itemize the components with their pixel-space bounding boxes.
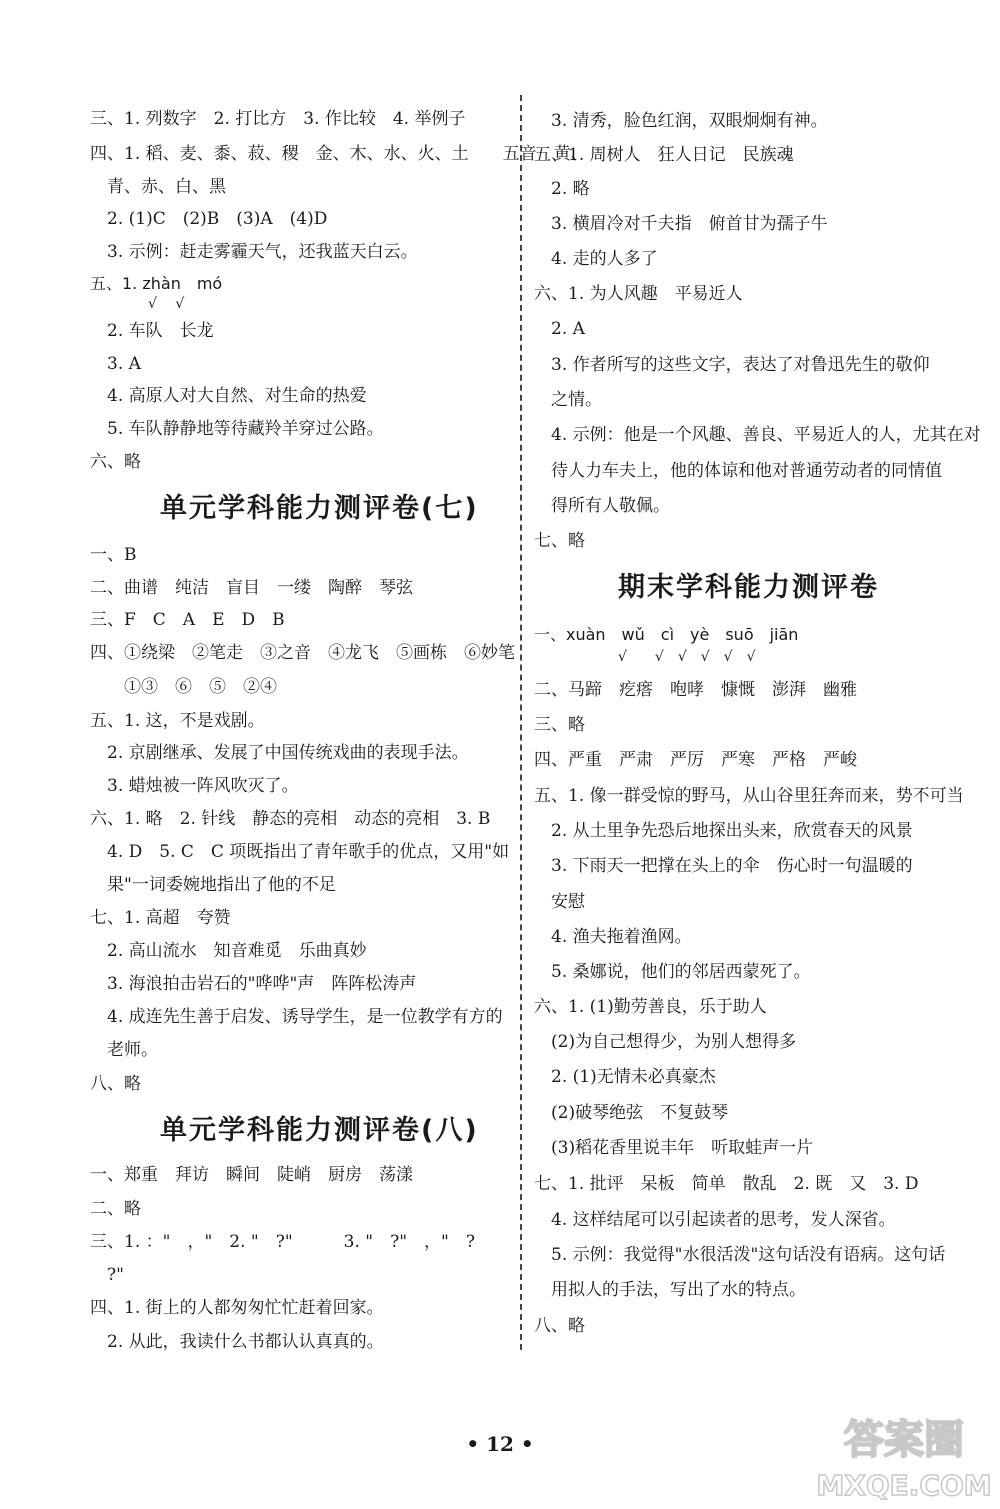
answer-line: 3. 横眉冷对千夫指 俯首甘为孺子牛 <box>534 214 828 234</box>
answer-line: 二、马蹄 疙瘩 咆哮 慷慨 澎湃 幽雅 <box>534 680 857 700</box>
answer-line: 3. 下雨天一把撑在头上的伞 伤心时一句温暖的 <box>534 856 913 876</box>
answer-line: 八、略 <box>90 1074 141 1094</box>
answer-line: 一、xuàn wǔ cì yè suō jiān <box>534 625 799 644</box>
answer-line: 3. 示例：赶走雾霾天气，还我蓝天白云。 <box>90 242 418 262</box>
answer-line: 五、1. 周树人 狂人日记 民族魂 <box>534 145 794 165</box>
answer-line: 四、①绕梁 ②笔走 ③之音 ④龙飞 ⑤画栋 ⑥妙笔 <box>90 643 515 663</box>
answer-line: 3. 海浪拍击岩石的"哗哗"声 阵阵松涛声 <box>90 974 417 994</box>
answer-line: 3. A <box>90 354 141 374</box>
section-title: 期末学科能力测评卷 <box>618 572 879 603</box>
answer-line: 果"一词委婉地指出了他的不足 <box>90 875 336 895</box>
answer-line: 3. 清秀，脸色红润，双眼炯炯有神。 <box>534 111 828 131</box>
answer-line: (3)稻花香里说丰年 听取蛙声一片 <box>534 1138 814 1158</box>
section-title: 单元学科能力测评卷(七) <box>160 493 479 524</box>
answer-line: 四、1. 稻、麦、黍、菽、稷 金、木、水、火、土 五音 黄、 <box>90 144 588 164</box>
answer-line: ①③ ⑥ ⑤ ②④ <box>90 677 277 697</box>
answer-line: 二、略 <box>90 1199 141 1219</box>
answer-line: 六、1. 为人风趣 平易近人 <box>534 284 743 304</box>
answer-line: 五、1. zhàn mó <box>90 274 223 293</box>
answer-line: 三、1. ：" ，" 2. " ?" 3. " ?" ，" ? <box>90 1232 475 1252</box>
answer-line: 5. 桑娜说，他们的邻居西蒙死了。 <box>534 962 811 982</box>
answer-line: 一、郑重 拜访 瞬间 陡峭 厨房 荡漾 <box>90 1165 413 1185</box>
answer-line: 四、1. 街上的人都匆匆忙忙赶着回家。 <box>90 1298 384 1318</box>
answer-line: 青、赤、白、黑 <box>90 177 226 197</box>
svg-text:MXQE.COM: MXQE.COM <box>816 1469 992 1502</box>
answer-line: 五、1. 像一群受惊的野马，从山谷里狂奔而来，势不可当 <box>534 786 964 806</box>
answer-line: 五、1. 这，不是戏剧。 <box>90 711 265 731</box>
page-number: • 12 • <box>466 1432 534 1456</box>
answer-line: 三、1. 列数字 2. 打比方 3. 作比较 4. 举例子 <box>90 109 466 129</box>
svg-text:答案圈: 答案圈 <box>844 1417 964 1463</box>
answer-line: 2. (1)C (2)B (3)A (4)D <box>90 209 328 229</box>
answer-line: 安慰 <box>534 892 585 912</box>
answer-line: 三、F C A E D B <box>90 610 285 630</box>
answer-line: 之情。 <box>534 390 602 410</box>
answer-line: ?" <box>90 1265 124 1285</box>
answer-line: 七、1. 高超 夸赞 <box>90 908 231 928</box>
answer-line: 一、B <box>90 545 137 565</box>
answer-line: 2. 高山流水 知音难觅 乐曲真妙 <box>90 941 367 961</box>
answer-line: 六、1. 略 2. 针线 静态的亮相 动态的亮相 3. B <box>90 809 491 829</box>
column-divider <box>520 95 522 1350</box>
answer-line: 3. 作者所写的这些文字，表达了对鲁迅先生的敬仰 <box>534 355 930 375</box>
answer-line: 老师。 <box>90 1040 158 1060</box>
answer-line: 5. 车队静静地等待藏羚羊穿过公路。 <box>90 419 384 439</box>
answer-line: 5. 示例：我觉得"水很活泼"这句话没有语病。这句话 <box>534 1245 946 1265</box>
answer-line: 七、1. 批评 呆板 简单 散乱 2. 既 又 3. D <box>534 1174 919 1194</box>
answer-line: 2. (1)无情未必真豪杰 <box>534 1067 716 1087</box>
answer-line: 得所有人敬佩。 <box>534 496 670 516</box>
answer-line: 4. 示例：他是一个风趣、善良、平易近人的人，尤其在对 <box>534 425 981 445</box>
answer-line: 4. 高原人对大自然、对生命的热爱 <box>90 386 367 406</box>
answer-line: 4. 成连先生善于启发、诱导学生，是一位教学有方的 <box>90 1007 503 1027</box>
watermark-logo <box>814 1405 994 1505</box>
answer-line: 2. 京剧继承、发展了中国传统戏曲的表现手法。 <box>90 743 469 763</box>
answer-line: 4. 这样结尾可以引起读者的思考，发人深省。 <box>534 1210 896 1230</box>
answer-line: (2)破琴绝弦 不复鼓琴 <box>534 1103 729 1123</box>
check-marks: √ √ <box>148 296 185 312</box>
answer-line: 2. 略 <box>534 179 590 199</box>
answer-line: 2. A <box>534 319 585 339</box>
answer-line: 4. 走的人多了 <box>534 249 658 269</box>
answer-line: 2. 从土里争先恐后地探出头来，欣赏春天的风景 <box>534 821 913 841</box>
answer-line: 二、曲谱 纯洁 盲目 一缕 陶醉 琴弦 <box>90 578 413 598</box>
answer-line: 三、略 <box>534 715 585 735</box>
answer-line: 四、严重 严肃 严厉 严寒 严格 严峻 <box>534 750 857 770</box>
answer-line: (2)为自己想得少，为别人想得多 <box>534 1032 797 1052</box>
answer-line: 4. 渔夫拖着渔网。 <box>534 927 692 947</box>
answer-line: 2. 车队 长龙 <box>90 321 214 341</box>
answer-line: 八、略 <box>534 1316 585 1336</box>
section-title: 单元学科能力测评卷(八) <box>160 1115 479 1146</box>
answer-line: 六、1. (1)勤劳善良，乐于助人 <box>534 997 767 1017</box>
answer-line: 3. 蜡烛被一阵风吹灭了。 <box>90 776 299 796</box>
answer-line: 待人力车夫上，他的体谅和他对普通劳动者的同情值 <box>534 461 942 481</box>
answer-line: 七、略 <box>534 531 585 551</box>
answer-line: 六、略 <box>90 452 141 472</box>
check-marks: √ √ √ √ √ √ <box>618 649 756 665</box>
answer-line: 4. D 5. C C 项既指出了青年歌手的优点，又用"如 <box>90 842 510 862</box>
answer-line: 2. 从此，我读什么书都认认真真的。 <box>90 1332 384 1352</box>
answer-line: 用拟人的手法，写出了水的特点。 <box>534 1280 806 1300</box>
